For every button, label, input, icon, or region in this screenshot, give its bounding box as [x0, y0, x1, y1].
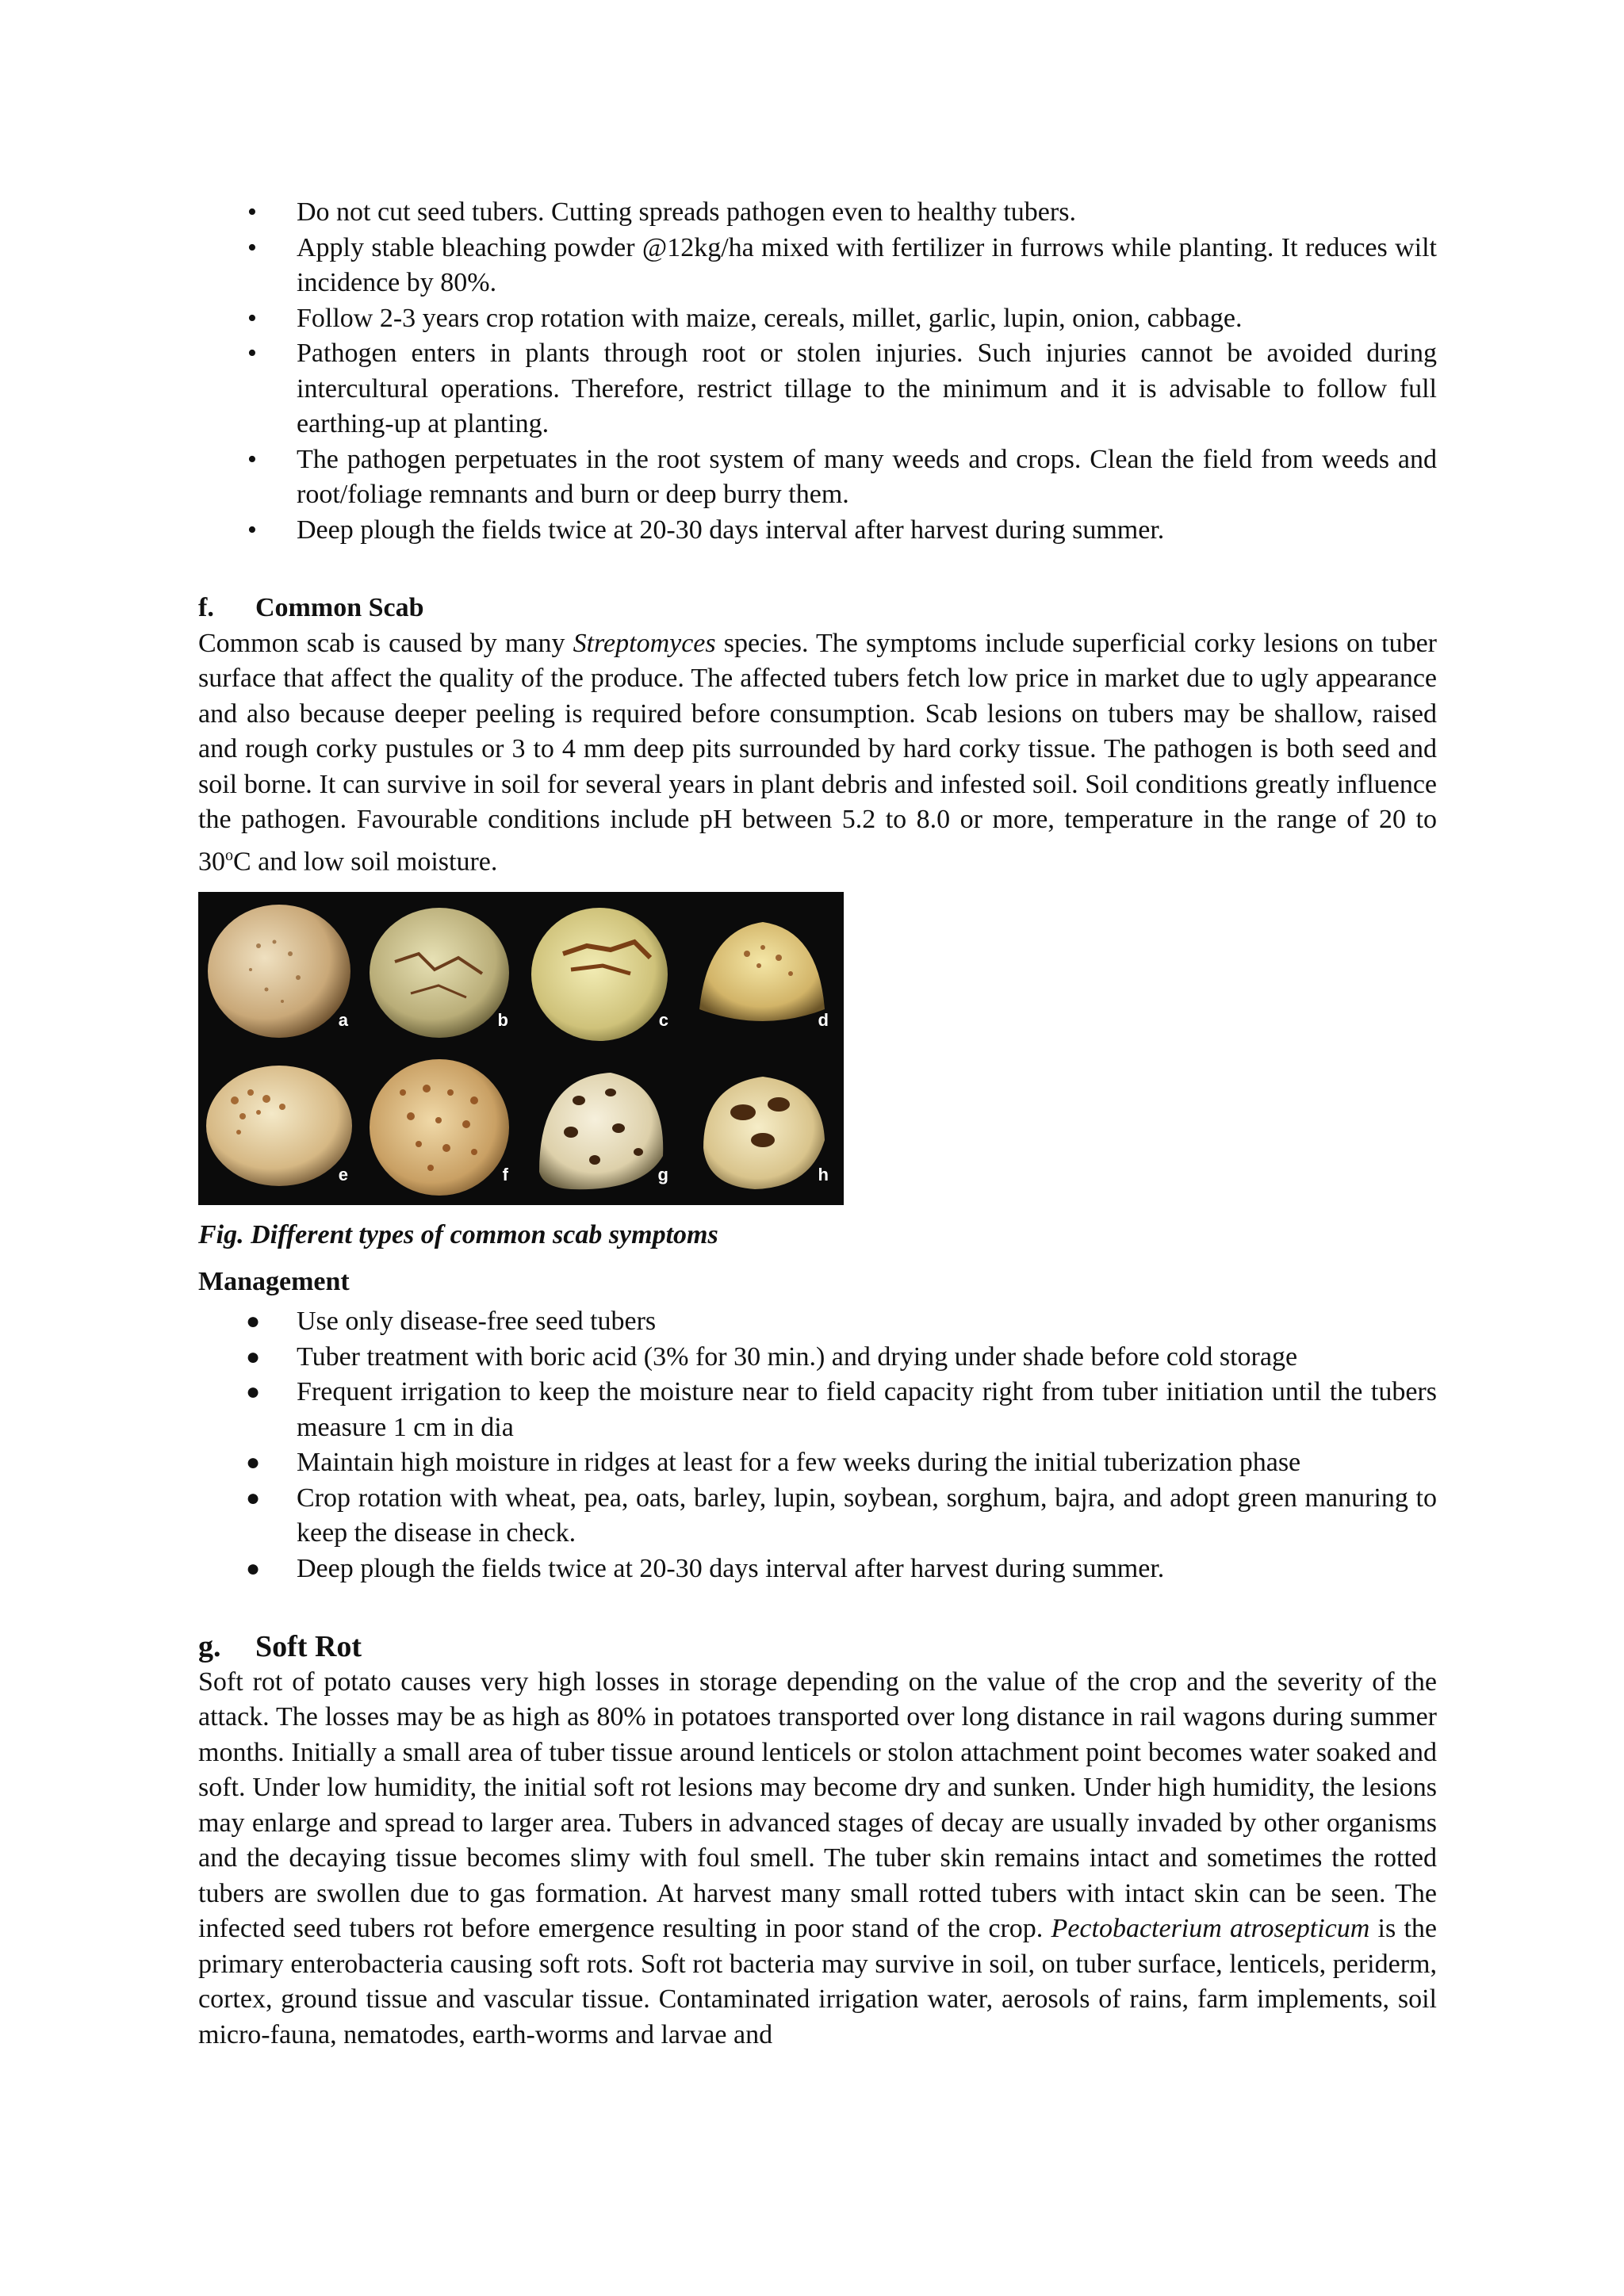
- tuber-photo: [203, 1053, 356, 1199]
- tuber-photo: [523, 898, 676, 1044]
- list-item: ● Tuber treatment with boric acid (3% for 30 min.) and drying under shade before cold storage: [246, 1341, 1298, 1372]
- tuber-photo: [523, 1053, 676, 1199]
- list-item: • Follow 2-3 years crop rotation with maize, cereals, millet, garlic, lupin, onion, cabbage.: [247, 303, 1243, 333]
- wilt-management-list: [198, 195, 1437, 548]
- figure-panel: g: [523, 1053, 676, 1199]
- common-scab-paragraph: Common scab is caused by many Streptomyces species. The symptoms include superficial corky lesions on tuber surface that affect the quality of the produce. The affected tubers fetch low price in market due to ugly appearance and also because deeper peeling is required before consumption. Scab lesions on tubers may be shallow, raised and rough corky pustules or 3 to 4 mm deep pits surrounded by hard corky tissue. The pathogen is both seed and soil borne. It can survive in soil for several years in plant debris and infested soil. Soil conditions greatly influence the pathogen. Favourable conditions include pH between 5.2 to 8.0 or more, temperature in the range of 20 to 30$^o$C and low soil moisture.: [198, 628, 1437, 876]
- list-item: • The pathogen perpetuates in the root system of many weeds and crops. Clean the field from weeds and root/foliage remnants and burn or deep burry them.: [247, 444, 1437, 509]
- list-item: ● Deep plough the fields twice at 20-30 days interval after harvest during summer.: [246, 1553, 1165, 1583]
- list-item: • Pathogen enters in plants through root or stolen injuries. Such injuries cannot be avoided during intercultural operations. Therefore, restrict tillage to the minimum and it is advisable to follow full earthing-up at planting.: [247, 339, 1437, 438]
- document-page: [198, 195, 1437, 2053]
- tuber-photo: [363, 1053, 516, 1199]
- list-item: • Deep plough the fields twice at 20-30 days interval after harvest during summer.: [247, 515, 1165, 545]
- tuber-photo: [363, 898, 516, 1044]
- list-item: • Do not cut seed tubers. Cutting spreads pathogen even to healthy tubers.: [247, 197, 1076, 227]
- figure-panel: f: [363, 1053, 516, 1199]
- figure-caption: Fig. Different types of common scab symptoms: [198, 1220, 718, 1250]
- figure-panel: e: [203, 1053, 356, 1199]
- soft-rot-paragraph: Soft rot of potato causes very high losses in storage depending on the value of the crop and the severity of the attack. The losses may be as high as 80% in potatoes transported over long distance in rail wagons during summer months. Initially a small area of tuber tissue around lenticels or stolon attachment point becomes water soaked and soft. Under low humidity, the initial soft rot lesions may become dry and sunken. Under high humidity, the lesions may enlarge and spread to larger area. Tubers in advanced stages of decay are usually invaded by other organisms and the decaying tissue becomes slimy with foul smell. The tuber skin remains intact and sometimes the rotted tubers are swollen due to gas formation. At harvest many small rotted tubers with intact skin can be seen. The infected seed tubers rot before emergence resulting in poor stand of the crop. Pectobacterium atrosepticum is the primary enterobacteria causing soft rots. Soft rot bacteria may survive in soil, on tuber surface, lenticels, periderm, cortex, ground tissue and vascular tissue. Contaminated irrigation water, aerosols of rains, farm implements, soil micro-fauna, nematodes, earth-worms and larvae and: [198, 1667, 1437, 2049]
- scab-management-list: [198, 1304, 1437, 1586]
- figure-panel: d: [684, 898, 837, 1044]
- section-heading-common-scab: f. Common Scab: [198, 593, 424, 622]
- list-item: ● Maintain high moisture in ridges at least for a few weeks during the initial tuberization phase: [246, 1448, 1301, 1478]
- section-heading-soft-rot: g. Soft Rot: [198, 1630, 362, 1664]
- list-item: ● Use only disease-free seed tubers: [246, 1307, 657, 1337]
- tuber-photo: [203, 898, 356, 1044]
- list-item: ● Crop rotation with wheat, pea, oats, barley, lupin, soybean, sorghum, bajra, and adopt green manuring to keep the disease in check.: [246, 1483, 1437, 1548]
- common-scab-figure: [198, 892, 844, 1205]
- list-item: • Apply stable bleaching powder @12kg/ha mixed with fertilizer in furrows while planting. It reduces wilt incidence by 80%.: [247, 232, 1437, 297]
- list-item: ● Frequent irrigation to keep the moisture near to field capacity right from tuber initiation until the tubers measure 1 cm in dia: [246, 1377, 1437, 1442]
- management-heading: Management: [198, 1266, 350, 1296]
- tuber-photo: [684, 1053, 837, 1199]
- figure-panel: a: [203, 898, 356, 1044]
- figure-panel: h: [684, 1053, 837, 1199]
- tuber-photo: [684, 898, 837, 1044]
- figure-panel: b: [363, 898, 516, 1044]
- figure-panel: c: [523, 898, 676, 1044]
